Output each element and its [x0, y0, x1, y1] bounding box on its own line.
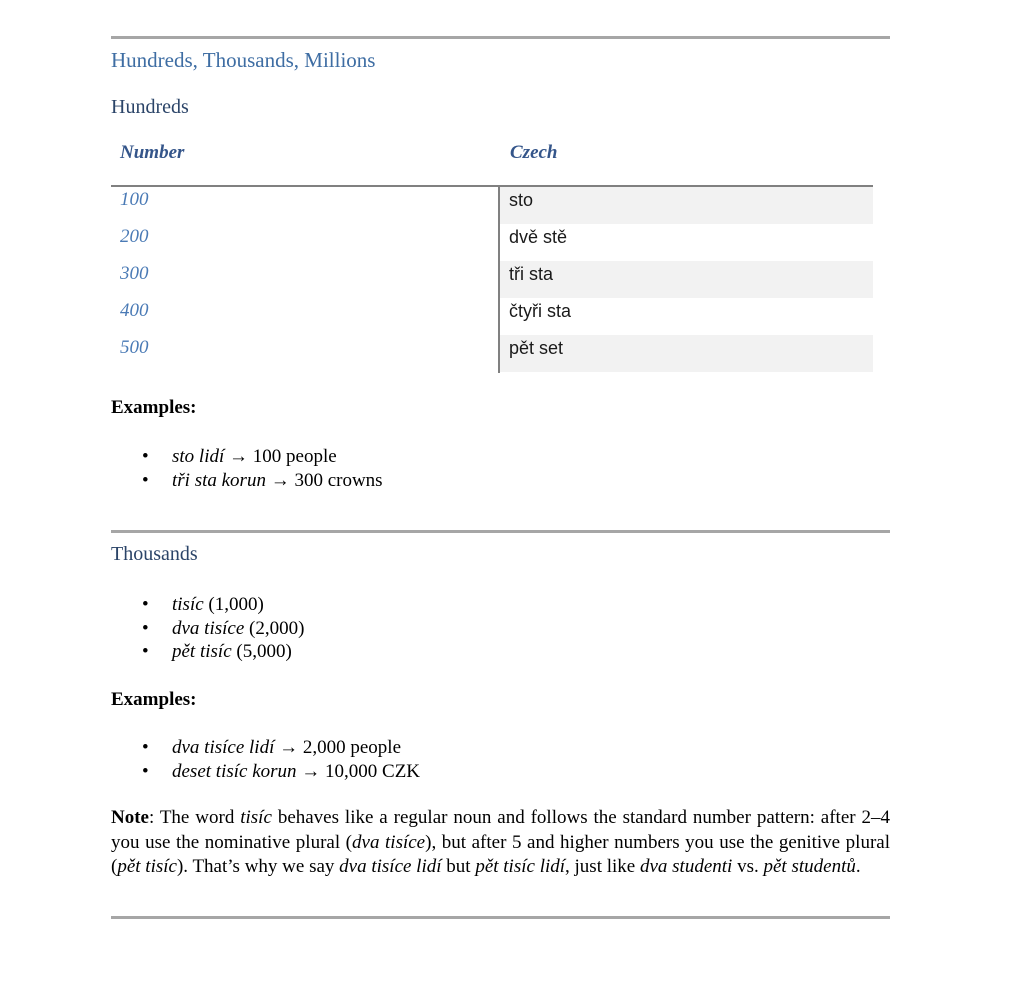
bullet: • [142, 469, 149, 491]
table-row [111, 335, 873, 372]
number-cell: 100 [120, 189, 149, 210]
list-item: • tisíc (1,000) [142, 594, 264, 615]
number-cell: 500 [120, 337, 149, 358]
list-item: • dva tisíce (2,000) [142, 617, 305, 639]
czech-cell: čtyři sta [509, 301, 572, 321]
table-row [111, 298, 873, 335]
bullet: • [142, 760, 149, 782]
bullet: • [142, 737, 149, 758]
bottom-divider [111, 916, 890, 919]
number-cell: 400 [120, 300, 149, 321]
number-cell: 300 [120, 263, 149, 284]
table-column-divider [498, 186, 500, 373]
bullet: • [142, 617, 149, 639]
thousands-examples-label: Examples: [111, 689, 197, 710]
hundreds-examples-list [111, 445, 383, 492]
bullet: • [142, 594, 149, 615]
number-cell: 200 [120, 226, 149, 247]
list-item: • pět tisíc (5,000) [142, 641, 292, 662]
list-item: • sto lidí → 100 people [142, 446, 337, 467]
table-header-number: Number [120, 142, 185, 163]
thousands-examples-list [111, 736, 420, 783]
czech-cell: dvě stě [509, 227, 568, 247]
bullet: • [142, 446, 149, 467]
table-header-czech: Czech [510, 142, 558, 163]
czech-cell: pět set [509, 338, 564, 358]
thousands-heading: Thousands [111, 543, 198, 565]
top-divider [111, 36, 890, 39]
table-row [111, 224, 873, 261]
thousands-list [111, 593, 304, 664]
hundreds-examples-label: Examples: [111, 397, 197, 418]
bullet: • [142, 641, 149, 662]
hundreds-heading: Hundreds [111, 96, 189, 118]
czech-cell: sto [509, 190, 534, 210]
note-paragraph: Note: The word tisíc behaves like a regular noun and follows the standard number pattern: after 2–4 you use the nominative plural (dva tisíce), but after 5 and higher numbers you use the genitive plural (pět tisíc). That’s why we say dva tisíce lidí but pět tisíc lidí, just like dva studenti vs. pět studentů. [111, 807, 891, 877]
table-row [111, 261, 873, 298]
page-title: Hundreds, Thousands, Millions [111, 48, 376, 72]
note-label: Note [111, 807, 149, 828]
list-item: • dva tisíce lidí → 2,000 people [142, 737, 402, 758]
table-row [111, 187, 873, 224]
czech-cell: tři sta [509, 264, 554, 284]
section-divider [111, 530, 890, 533]
list-item: • deset tisíc korun → 10,000 CZK [142, 760, 421, 782]
list-item: • tři sta korun → 300 crowns [142, 469, 383, 491]
